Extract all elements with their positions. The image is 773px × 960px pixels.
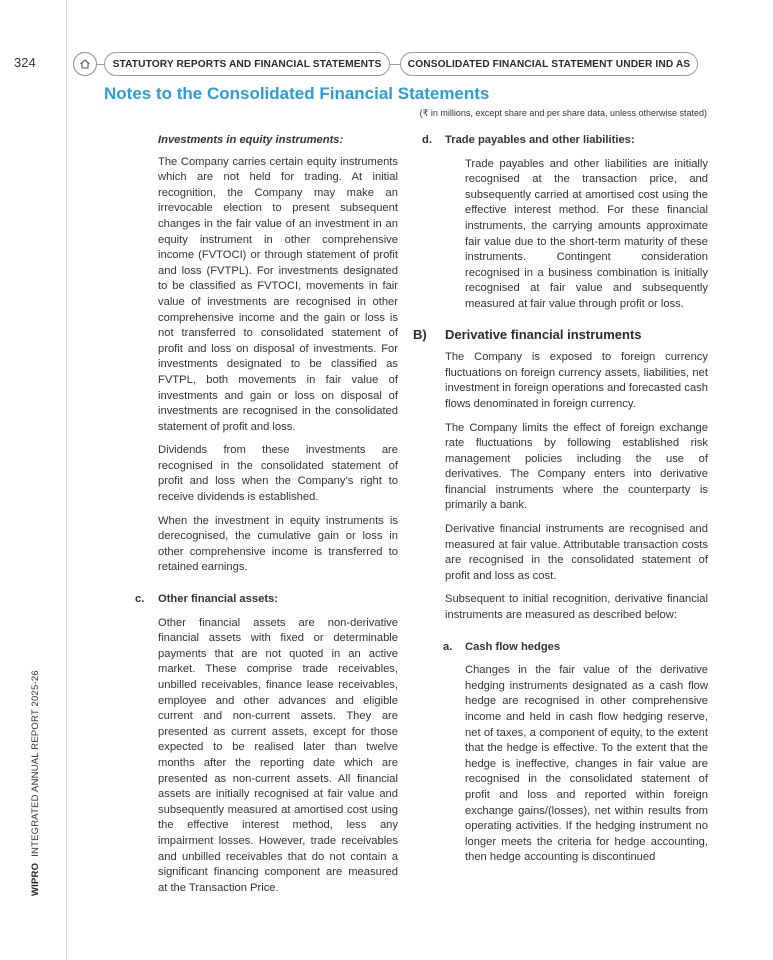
section-title: Trade payables and other liabilities:: [445, 134, 635, 146]
paragraph: The Company limits the effect of foreign exchange rate fluctuations by following established risk management policies including the use of derivatives. The Company enters into derivative financial instruments where the counterparty is primarily a bank.: [445, 421, 708, 512]
section-a-heading: [443, 640, 708, 656]
sidebar-divider: [66, 0, 67, 960]
left-column: [135, 131, 398, 904]
section-marker: a.: [443, 640, 453, 653]
paragraph: Changes in the fair value of the derivative hedging instruments designated as a cash flow hedge are recognised in other comprehensive income and held in cash flow hedging reserve, net of taxes, a component of equity, to the extent that the hedge is effective. To the extent that the hedge is ineffective, changes in fair value are recognised in the consolidated statement of profit and loss and reported within foreign exchange gains/(losses), net within results from operating activities. If the hedging instrument no longer meets the criteria for hedge accounting, then hedge accounting is discontinued: [465, 664, 708, 864]
page-number: 324: [14, 55, 36, 70]
section-title: Other financial assets:: [158, 593, 278, 606]
side-report-label: [30, 670, 41, 896]
paragraph: The Company carries certain equity instruments which are not held for trading. At initial recognition, the Company may make an irrevocable election to present subsequent changes in the fair value of an investment in an equity instrument in other comprehensive income (FVTOCI) or through statement of profit and loss (FVTPL). For investments designated to be classified as FVTOCI, movements in fair value of investments are recognised in other comprehensive income and the gain or loss is not transferred to consolidated statement of profit and loss on disposal of investments. For investments designated to be classified as FVTPL, both movements in fair value of investments and gain or loss on disposal of investments are recognised in the consolidated statement of profit and loss.: [158, 155, 398, 433]
breadcrumb-statutory-reports[interactable]: STATUTORY REPORTS AND FINANCIAL STATEMENTS: [104, 52, 390, 76]
paragraph: When the investment in equity instruments is derecognised, the cumulative gain or loss in other comprehensive income is transferred to retained earnings.: [158, 514, 398, 574]
equity-heading: Investments in equity instruments:: [158, 134, 344, 146]
brand-name: WIPRO: [30, 862, 41, 896]
section-d-heading: [422, 133, 708, 149]
paragraph: The Company is exposed to foreign currency fluctuations on foreign currency assets, liabilities, net investment in foreign operations and forecasted cash flows denominated in foreign currency.: [445, 351, 708, 410]
report-name: INTEGRATED ANNUAL REPORT 2025-26: [30, 670, 41, 857]
section-title: Cash flow hedges: [465, 640, 561, 653]
units-note: (₹ in millions, except share and per share data, unless otherwise stated): [419, 108, 707, 118]
home-button[interactable]: [73, 52, 97, 76]
section-marker: d.: [422, 134, 432, 146]
paragraph: Dividends from these investments are recognised in the consolidated statement of profit and loss when the Company’s right to receive dividends is established.: [158, 444, 398, 504]
paragraph: Derivative financial instruments are recognised and measured at fair value. Attributable transaction costs are recognised in the consolidated statement of profit and loss as cost.: [445, 523, 708, 582]
paragraph: Other financial assets are non-derivative financial assets with fixed or determinable payments that are not quoted in an active market. These comprise trade receivables, unbilled receivables, finance lease receivables, employee and other advances and eligible current and non-current assets. They are presented as current assets, except for those expected to be realised later than twelve months after the reporting date which are presented as non-current assets. All financial assets are initially recognised at fair value and subsequently measured at amortised cost using the effective interest method, less any impairment losses. However, trade receivables and unbilled receivables that do not contain a significant financing component are measured at the Transaction Price.: [158, 616, 398, 894]
paragraph: Subsequent to initial recognition, derivative financial instruments are measured as described below:: [445, 593, 708, 622]
breadcrumb-connector: [390, 64, 400, 65]
section-marker: B): [413, 326, 427, 342]
section-b-heading: [413, 326, 708, 343]
breadcrumb-consolidated-financial[interactable]: CONSOLIDATED FINANCIAL STATEMENT UNDER IND AS: [400, 52, 698, 76]
page-title: Notes to the Consolidated Financial Statements: [104, 84, 490, 103]
section-c-heading: [135, 592, 398, 608]
section-title: Derivative financial instruments: [445, 326, 642, 342]
right-column: [413, 131, 708, 874]
home-icon: [79, 58, 91, 70]
section-marker: c.: [135, 593, 145, 606]
paragraph: Trade payables and other liabilities are initially recognised at the transaction price, and subsequently carried at amortised cost using the effective interest method. For these financial instruments, the carrying amounts approximate fair value due to the short-term maturity of these instruments. Contingent consideration recognised in a business combination is initially recognised at fair value and subsequently measured at fair value through profit or loss.: [465, 157, 708, 310]
breadcrumb-connector: [97, 64, 104, 65]
